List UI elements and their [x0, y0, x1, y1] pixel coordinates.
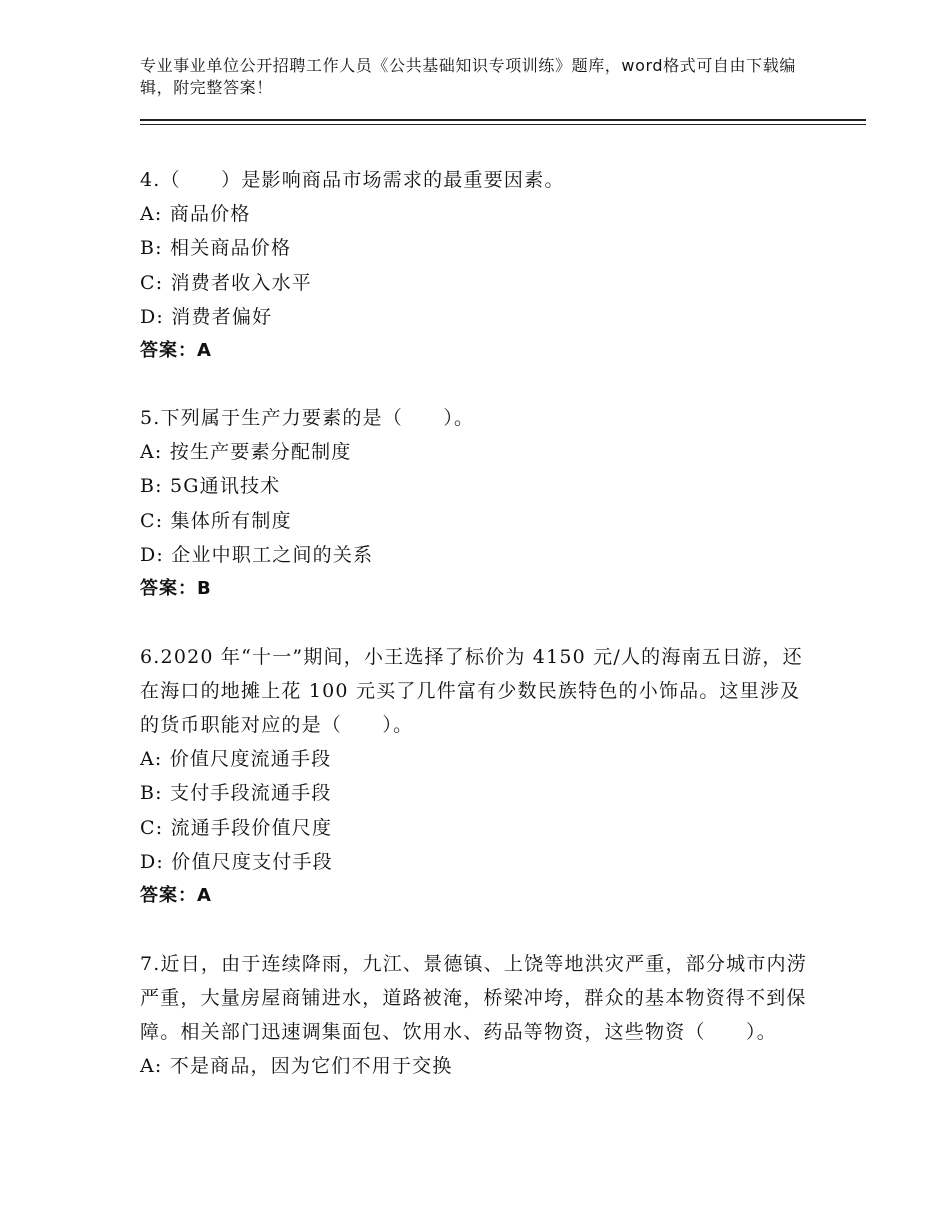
option-b: B: 支付手段流通手段: [140, 782, 332, 805]
option-a: A: 价值尺度流通手段: [140, 748, 332, 770]
question-7: [140, 947, 810, 1083]
question-5: [140, 401, 810, 606]
option-c: C: 集体所有制度: [140, 509, 292, 532]
option-d: D: 价值尺度支付手段: [140, 850, 333, 873]
option-a: A: 商品价格: [140, 203, 251, 225]
option-a: A: 不是商品，因为它们不用于交换: [140, 1055, 453, 1077]
answer-line: 答案：B: [140, 578, 212, 600]
header-rule-thick: [140, 119, 866, 121]
option-d: D: 企业中职工之间的关系: [140, 543, 374, 566]
answer-line: 答案：A: [140, 885, 212, 907]
header-rule-thin: [140, 124, 866, 125]
option-d: D: 消费者偏好: [140, 305, 273, 328]
question-stem: 5.下列属于生产力要素的是（ ）。: [140, 407, 475, 429]
option-a: A: 按生产要素分配制度: [140, 441, 352, 463]
question-stem: 6.2020 年“十一”期间，小王选择了标价为 4150 元/人的海南五日游，还在海口的地摊上花 100 元买了几件富有少数民族特色的小饰品。这里涉及的货币职能对应的是（ ）。: [140, 646, 803, 736]
question-6: [140, 640, 810, 913]
option-c: C: 消费者收入水平: [140, 271, 312, 294]
option-c: C: 流通手段价值尺度: [140, 816, 333, 839]
question-4: [140, 163, 810, 368]
option-b: B: 5G通讯技术: [140, 475, 281, 498]
answer-line: 答案：A: [140, 340, 212, 362]
header-text: 专业事业单位公开招聘工作人员《公共基础知识专项训练》题库，word格式可自由下载编辑，附完整答案！: [140, 56, 796, 97]
document-header: [140, 55, 810, 99]
question-stem: 4.（ ）是影响商品市场需求的最重要因素。: [140, 169, 565, 191]
question-stem: 7.近日，由于连续降雨，九江、景德镇、上饶等地洪灾严重，部分城市内涝严重，大量房屋商铺进水，道路被淹，桥梁冲垮，群众的基本物资得不到保障。相关部门迅速调集面包、饮用水、药品等物资，这些物资（ ）。: [140, 953, 807, 1043]
option-b: B: 相关商品价格: [140, 237, 292, 260]
